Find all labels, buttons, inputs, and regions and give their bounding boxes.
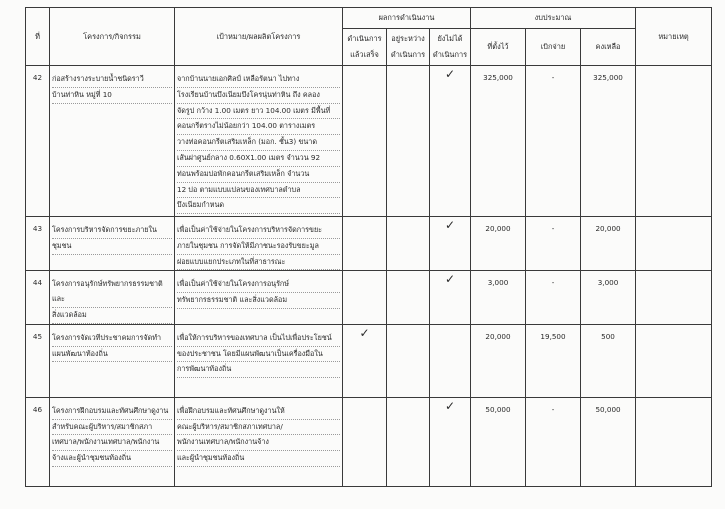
- header-status-progress: อยู่ระหว่าง ดำเนินการ: [387, 29, 430, 66]
- project-line: สิ่งแวดล้อม: [52, 308, 172, 324]
- project-line: เทศบาล/พนักงานเทศบาล/พนักงาน: [52, 435, 172, 451]
- target-line: คณะผู้บริหาร/สมาชิกสภาเทศบาล/: [177, 420, 340, 436]
- status-done-check: [343, 66, 387, 217]
- header-budget-group: งบประมาณ: [471, 8, 636, 29]
- project-target: [175, 271, 343, 324]
- budget-received: 20,000: [471, 324, 526, 397]
- project-target: [175, 324, 343, 397]
- header-budget-received: ที่ตั้งไว้: [471, 29, 526, 66]
- target-line: พนักงานเทศบาล/พนักงานจ้าง: [177, 435, 340, 451]
- target-line: ภายในชุมชน การจัดให้มีภาชนะรองรับขยะมูล: [177, 239, 340, 255]
- status-done-check: [343, 217, 387, 271]
- project-line: แผนพัฒนาท้องถิ่น: [52, 347, 172, 363]
- row-number: 45: [26, 324, 50, 397]
- project-line: โครงการฝึกอบรมและทัศนศึกษาดูงาน: [52, 404, 172, 420]
- budget-spent: -: [526, 397, 581, 486]
- target-line: วางท่อคอนกรีตเสริมเหล็ก (มอก. ชั้น3) ขนาด: [177, 135, 340, 151]
- status-not-check: ✓: [430, 66, 471, 217]
- row-number: 42: [26, 66, 50, 217]
- row-number: 46: [26, 397, 50, 486]
- project-line: โครงการบริหารจัดการขยะภายใน: [52, 223, 172, 239]
- row-number: 43: [26, 217, 50, 271]
- remark: [636, 271, 712, 324]
- status-not-check: ✓: [430, 397, 471, 486]
- project-line: สำหรับคณะผู้บริหาร/สมาชิกสภา: [52, 420, 172, 436]
- status-not-check: [430, 324, 471, 397]
- table-row: [26, 271, 712, 324]
- row-number: 44: [26, 271, 50, 324]
- table-row: [26, 324, 712, 397]
- target-line: ท่อนพร้อมบ่อพักคอนกรีตเสริมเหล็ก จำนวน: [177, 167, 340, 183]
- target-line: เพื่อฝึกอบรมและทัศนศึกษาดูงานให้: [177, 404, 340, 420]
- project-target: [175, 66, 343, 217]
- target-line: เส้นผ่าศูนย์กลาง 0.60X1.00 เมตร จำนวน 92: [177, 151, 340, 167]
- table-row: [26, 217, 712, 271]
- header-project: โครงการ/กิจกรรม: [50, 8, 175, 66]
- target-line: และผู้นำชุมชนท้องถิ่น: [177, 451, 340, 467]
- target-line: ทรัพยากรธรรมชาติ และสิ่งแวดล้อม: [177, 293, 340, 309]
- target-line: ของประชาชน โดยมีแผนพัฒนาเป็นเครื่องมือใน: [177, 347, 340, 363]
- budget-spent: 19,500: [526, 324, 581, 397]
- project-report-table: [25, 7, 712, 487]
- remark: [636, 66, 712, 217]
- header-status-group: ผลการดำเนินงาน: [343, 8, 471, 29]
- budget-received: 3,000: [471, 271, 526, 324]
- project-name: [50, 217, 175, 271]
- project-name: [50, 397, 175, 486]
- target-line: ฝอยแบบแยกประเภทในที่สาธารณะ: [177, 255, 340, 271]
- project-line: จ้างและผู้นำชุมชนท้องถิ่น: [52, 451, 172, 467]
- status-done-check: ✓: [343, 324, 387, 397]
- project-name: [50, 66, 175, 217]
- budget-left: 50,000: [581, 397, 636, 486]
- target-line: จากบ้านนายเอกศิลป์ เหลือรัตนา ไปทาง: [177, 72, 340, 88]
- header-status-not: ยังไม่ได้ ดำเนินการ: [430, 29, 471, 66]
- remark: [636, 397, 712, 486]
- budget-left: 325,000: [581, 66, 636, 217]
- target-line: เพื่อให้การบริหารของเทศบาล เป็นไปเพื่อประโยชน์: [177, 331, 340, 347]
- status-not-check: ✓: [430, 271, 471, 324]
- budget-received: 20,000: [471, 217, 526, 271]
- project-target: [175, 217, 343, 271]
- project-line: ชุมชน: [52, 239, 172, 255]
- status-progress-check: [387, 217, 430, 271]
- header-remark: หมายเหตุ: [636, 8, 712, 66]
- target-line: เพื่อเป็นค่าใช้จ่ายในโครงการอนุรักษ์: [177, 277, 340, 293]
- project-line: โครงการอนุรักษ์ทรัพยากรธรรมชาติและ: [52, 277, 172, 308]
- target-line: เพื่อเป็นค่าใช้จ่ายในโครงการบริหารจัดการขยะ: [177, 223, 340, 239]
- table-row: [26, 397, 712, 486]
- target-line: โรงเรียนบ้านบึงเนียมบึงโครนุ่นท่าหิน ถึง คลอง: [177, 88, 340, 104]
- target-line: บึงเนียมกำหนด: [177, 198, 340, 214]
- header-no: ที่: [26, 8, 50, 66]
- project-line: บ้านท่าหิน หมู่ที่ 10: [52, 88, 172, 104]
- target-line: คอนกรีตรางไม่น้อยกว่า 104.00 ตารางเมตร: [177, 119, 340, 135]
- project-name: [50, 271, 175, 324]
- remark: [636, 217, 712, 271]
- status-progress-check: [387, 66, 430, 217]
- project-line: ก่อสร้างรางระบายน้ำชนิดราวี: [52, 72, 172, 88]
- status-not-check: ✓: [430, 217, 471, 271]
- budget-received: 325,000: [471, 66, 526, 217]
- budget-spent: -: [526, 271, 581, 324]
- header-budget-left: คงเหลือ: [581, 29, 636, 66]
- target-line: การพัฒนาท้องถิ่น: [177, 362, 340, 378]
- budget-spent: -: [526, 66, 581, 217]
- status-done-check: [343, 271, 387, 324]
- budget-spent: -: [526, 217, 581, 271]
- status-progress-check: [387, 397, 430, 486]
- target-line: จัดรูป กว้าง 1.00 เมตร ยาว 104.00 เมตร มีพื้นที่: [177, 104, 340, 120]
- project-line: โครงการจัดเวทีประชาคมการจัดทำ: [52, 331, 172, 347]
- project-name: [50, 324, 175, 397]
- project-target: [175, 397, 343, 486]
- budget-received: 50,000: [471, 397, 526, 486]
- target-line: 12 บ่อ ตามแบบแปลนของเทศบาลตำบล: [177, 183, 340, 199]
- header-status-done: ดำเนินการ แล้วเสร็จ: [343, 29, 387, 66]
- table-row: [26, 66, 712, 217]
- header-budget-spent: เบิกจ่าย: [526, 29, 581, 66]
- header-target: เป้าหมาย/ผลผลิตโครงการ: [175, 8, 343, 66]
- status-progress-check: [387, 324, 430, 397]
- status-done-check: [343, 397, 387, 486]
- budget-left: 20,000: [581, 217, 636, 271]
- remark: [636, 324, 712, 397]
- budget-left: 3,000: [581, 271, 636, 324]
- budget-left: 500: [581, 324, 636, 397]
- status-progress-check: [387, 271, 430, 324]
